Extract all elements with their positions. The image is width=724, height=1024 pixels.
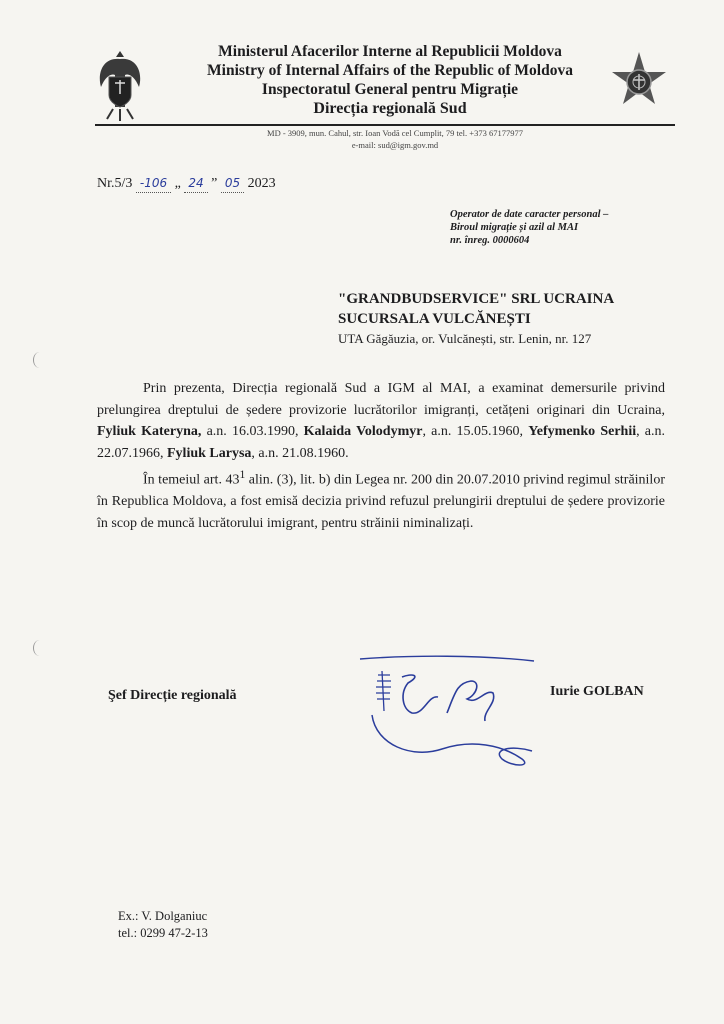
executor-block [118, 908, 208, 942]
reference-month: 05 [224, 176, 241, 190]
moldova-coat-of-arms-icon [95, 47, 145, 127]
header-address: MD - 3909, mun. Cahul, str. Ioan Vodă cel Cumplit, 79 tel. +373 67177977 [267, 128, 523, 138]
recipient-address: UTA Găgăuzia, or. Vulcănești, str. Lenin, nr. 127 [338, 331, 592, 346]
body-paragraph-1: Prin prezenta, Direcția regională Sud a IGM al MAI, a examinat demersurile privind prelungirea dreptului de ședere provizorie lucrătorilor imigranți, cetățeni originari din Ucraina, Fyliuk Kateryna, a.n. 16.03.1990, Kalaida Volodymyr, a.n. 15.05.1960, Yefymenko Serhii, a.n. 22.07.1966, Fyliuk Larysa, a.n. 21.08.1960. [97, 381, 666, 461]
letter-body [97, 378, 665, 534]
reference-day: 24 [188, 176, 204, 190]
punch-hole-mark [33, 352, 46, 368]
person-name: Fyliuk Larysa [167, 445, 252, 461]
data-operator-note [450, 208, 695, 247]
recipient-branch: SUCURSALA VULCĂNEȘTI [338, 311, 531, 327]
operator-registration: nr. înreg. 0000604 [450, 235, 530, 246]
signatory-title: Şef Direcție regională [108, 688, 237, 703]
operator-line-1: Operator de date caracter personal – [450, 209, 609, 220]
punch-hole-mark [33, 640, 46, 656]
police-star-emblem-icon [610, 50, 668, 120]
header-email: e-mail: sud@igm.gov.md [351, 140, 439, 150]
directorate-name: Direcția regională Sud [313, 100, 467, 117]
person-name: Kalaida Volodymyr [303, 424, 423, 439]
body-paragraph-2: În temeiul art. $43^1$ alin. (3), lit. b) din Legea nr. 200 din 20.07.2010 privind regimul străinilor în Republica Moldova, a fost emisă decizia privind refuzul prelungirii dreptului de ședere provizorie în scop de muncă lucrătorului imigrant, pentru străinii niminalizați. [97, 468, 665, 531]
handwritten-signature-stamp [352, 653, 542, 768]
operator-line-2: Biroul migrație și azil al MAI [450, 222, 579, 233]
person-name: Yefymenko Serhii [528, 424, 637, 439]
header-divider [95, 124, 675, 126]
signatory-name: Iurie GOLBAN [550, 684, 644, 699]
ministry-name-en: Ministry of Internal Affairs of the Republic of Moldova [207, 62, 573, 79]
ministry-name-ro: Ministerul Afacerilor Interne al Republicii Moldova [218, 43, 562, 60]
reference-handwritten-number: -106 [139, 176, 168, 190]
reference-prefix: Nr.5/3 [97, 176, 133, 191]
reference-year: 2023 [247, 176, 276, 191]
recipient-block [338, 289, 614, 349]
person-name: Fyliuk Kateryna, [97, 424, 202, 439]
reference-number: Nr.5/3 -106 „ 24 ” 05 2023 [97, 176, 276, 191]
recipient-company: "GRANDBUDSERVICE" SRL UCRAINA [338, 291, 615, 307]
inspectorate-name: Inspectoratul General pentru Migrație [261, 81, 519, 98]
executor-phone: tel.: 0299 47-2-13 [118, 926, 208, 940]
executor-name: Ex.: V. Dolganiuc [118, 909, 208, 923]
